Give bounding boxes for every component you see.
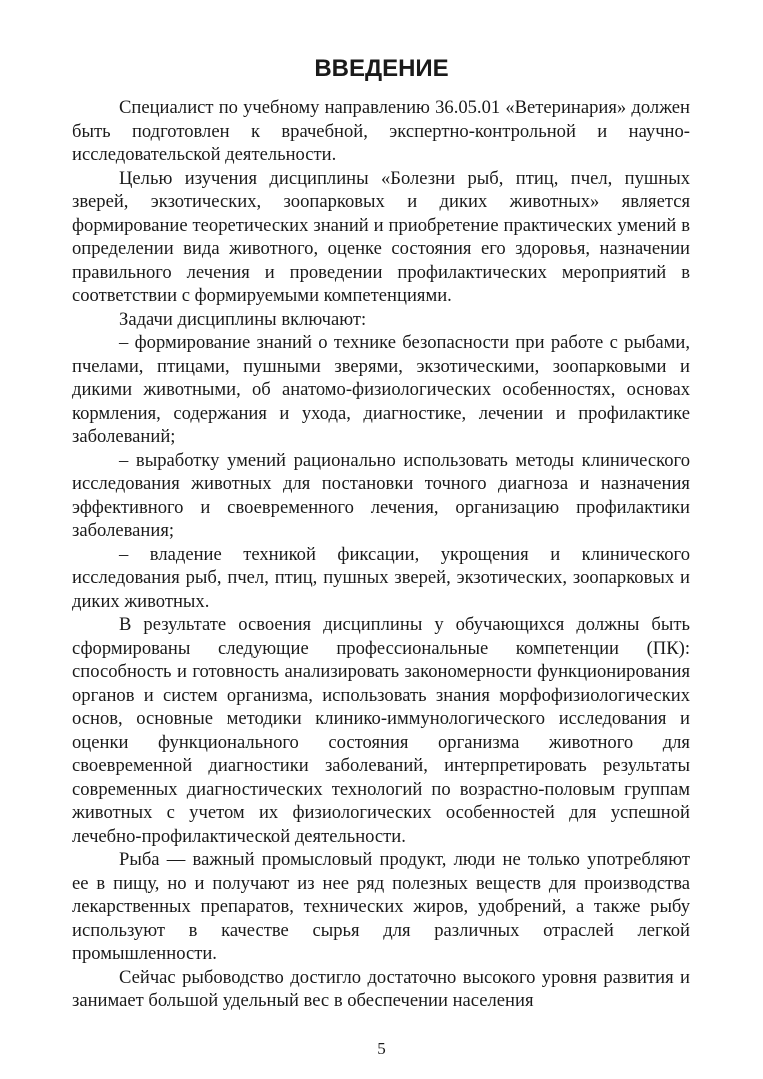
list-item-skills: – выработку умений рационально использовать методы клинического исследования животных для постановки точного диагноза и назначения эффективного и своевременного лечения, организацию профилактики заболевания; (72, 449, 690, 541)
paragraph-goal: Целью изучения дисциплины «Болезни рыб, птиц, пчел, пушных зверей, экзотических, зоопарковых и диких животных» является формирование теоретических знаний и приобретение практических умений в определении вида животного, оценке состояния его здоровья, назначении правильного лечения и проведении профилактических мероприятий в соответствии с формируемыми компетенциями. (72, 167, 690, 306)
list-item-knowledge: – формирование знаний о технике безопасности при работе с рыбами, пчелами, птицами, пушными зверями, экзотическими, зоопарковыми и дикими животными, об анатомо-физиологических особенностях, основах кормления, содержания и ухода, диагностике, лечении и профилактике заболеваний; (72, 332, 690, 447)
paragraph-fish: Рыба — важный промысловый продукт, люди не только употребляют ее в пищу, но и получают из нее ряд полезных веществ для производства лекарственных препаратов, технических жиров, удобрений, а также рыбу используют в качестве сырья для различных отраслей легкой промышленности. (72, 849, 690, 964)
paragraph-fish-farming: Сейчас рыбоводство достигло достаточно высокого уровня развития и занимает большой удельный вес в обеспечении населения (72, 966, 690, 1011)
page-title: ВВЕДЕНИЕ (314, 55, 449, 82)
paragraph-specialist: Специалист по учебному направлению 36.05.01 «Ветеринария» должен быть подготовлен к врачебной, экспертно-контрольной и научно-исследовательской деятельности. (72, 97, 690, 165)
paragraph-competencies: В результате освоения дисциплины у обучающихся должны быть сформированы следующие профессиональные компетенции (ПК): способность и готовность анализировать закономерности функционирования органов и систем организма, использовать знания морфофизиологических основ, основные методики клинико-иммунологического исследования и оценки функционального состояния организма животного для своевременной диагностики заболеваний, интерпретировать результаты современных диагностических технологий по возрастно-половым группам животных с учетом их физиологических особенностей для успешной лечебно-профилактической деятельности. (72, 614, 690, 847)
body-text (72, 96, 690, 1013)
list-item-technique: – владение техникой фиксации, укрощения и клинического исследования рыб, пчел, птиц, пушных зверей, экзотических, зоопарковых и диких животных. (72, 543, 690, 612)
paragraph-tasks-intro: Задачи дисциплины включают: (119, 308, 367, 330)
page-number: 5 (377, 1039, 386, 1058)
